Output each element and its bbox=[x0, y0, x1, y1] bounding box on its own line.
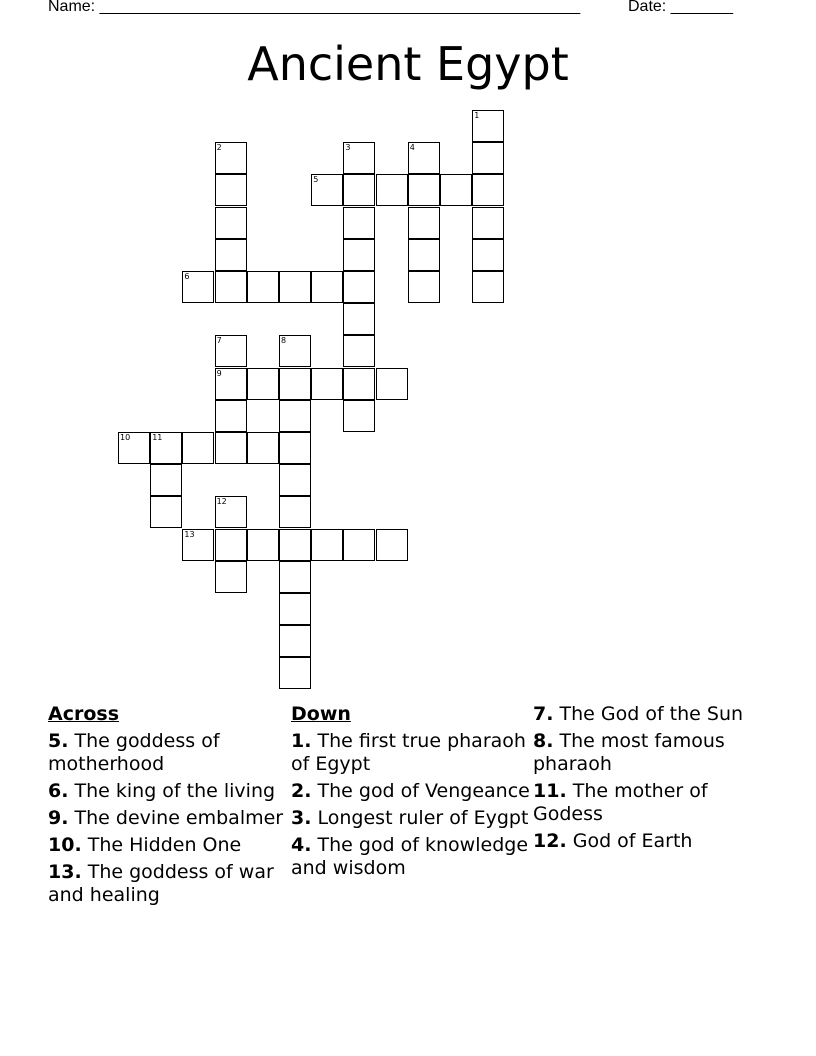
grid-cell[interactable] bbox=[472, 271, 504, 303]
grid-cell[interactable] bbox=[279, 561, 311, 593]
clue-number-label: 6 bbox=[184, 272, 190, 281]
grid-cell[interactable] bbox=[343, 368, 375, 400]
grid-cell[interactable] bbox=[215, 529, 247, 561]
clue-number: 4. bbox=[291, 834, 312, 856]
down-heading: Down bbox=[291, 703, 351, 725]
grid-cell[interactable] bbox=[215, 142, 247, 174]
clue-down-7 bbox=[533, 703, 773, 726]
clue-text: The mother of Godess bbox=[533, 780, 708, 825]
clue-number: 3. bbox=[291, 807, 312, 829]
clue-number-label: 8 bbox=[281, 336, 287, 346]
grid-cell[interactable] bbox=[182, 432, 214, 464]
grid-cell[interactable] bbox=[472, 207, 504, 239]
clue-down-11 bbox=[533, 780, 773, 826]
clue-number: 9. bbox=[48, 807, 69, 829]
grid-cell[interactable] bbox=[311, 271, 343, 303]
clue-number: 7. bbox=[533, 703, 554, 725]
grid-cell[interactable] bbox=[279, 432, 311, 464]
grid-cell[interactable] bbox=[343, 335, 375, 367]
grid-cell[interactable] bbox=[343, 400, 375, 432]
clue-number: 2. bbox=[291, 780, 312, 802]
grid-cell[interactable] bbox=[279, 657, 311, 689]
grid-cell[interactable] bbox=[376, 174, 408, 206]
grid-cell[interactable] bbox=[472, 142, 504, 174]
grid-cell[interactable] bbox=[408, 174, 440, 206]
grid-cell[interactable] bbox=[247, 271, 279, 303]
grid-cell[interactable] bbox=[215, 368, 247, 400]
clue-number: 13. bbox=[48, 861, 82, 883]
grid-cell[interactable] bbox=[215, 174, 247, 206]
grid-cell[interactable] bbox=[408, 207, 440, 239]
clue-text: The goddess of motherhood bbox=[48, 730, 220, 775]
grid-cell[interactable] bbox=[182, 529, 214, 561]
grid-cell[interactable] bbox=[215, 400, 247, 432]
clue-number: 12. bbox=[533, 830, 567, 852]
clue-text: Longest ruler of Eygpt bbox=[317, 807, 529, 829]
grid-cell[interactable] bbox=[215, 561, 247, 593]
grid-cell[interactable] bbox=[215, 271, 247, 303]
grid-cell[interactable] bbox=[343, 303, 375, 335]
down-clues bbox=[291, 703, 531, 884]
clue-text: The devine embalmer bbox=[74, 807, 284, 829]
grid-cell[interactable] bbox=[279, 335, 311, 367]
clue-number-label: 4 bbox=[409, 143, 415, 153]
clue-number-label: 2 bbox=[216, 143, 222, 153]
name-field-label: Name: ______________________________________________________ bbox=[48, 0, 581, 15]
page-title: Ancient Egypt bbox=[247, 37, 569, 91]
grid-cell[interactable] bbox=[118, 432, 150, 464]
clue-text: The first true pharaoh of Egypt bbox=[291, 730, 526, 775]
grid-cell[interactable] bbox=[247, 432, 279, 464]
clue-down-3 bbox=[291, 807, 531, 830]
grid-cell[interactable] bbox=[150, 432, 182, 464]
grid-cell[interactable] bbox=[408, 142, 440, 174]
clue-number: 10. bbox=[48, 834, 82, 856]
grid-cell[interactable] bbox=[215, 432, 247, 464]
clue-number-label: 11 bbox=[152, 433, 163, 442]
clue-across-5 bbox=[48, 730, 288, 776]
clue-down-2 bbox=[291, 780, 531, 803]
grid-cell[interactable] bbox=[247, 368, 279, 400]
clue-across-6 bbox=[48, 780, 288, 803]
clue-down-1 bbox=[291, 730, 531, 776]
clue-text: The king of the living bbox=[74, 780, 276, 802]
clue-number-label: 12 bbox=[216, 497, 227, 507]
grid-cell[interactable] bbox=[279, 271, 311, 303]
grid-cell[interactable] bbox=[376, 368, 408, 400]
grid-cell[interactable] bbox=[343, 207, 375, 239]
clue-down-8 bbox=[533, 730, 773, 776]
clue-number: 1. bbox=[291, 730, 312, 752]
date-field-label: Date: _______ bbox=[628, 0, 733, 15]
grid-cell[interactable] bbox=[311, 368, 343, 400]
grid-cell[interactable] bbox=[279, 593, 311, 625]
grid-cell[interactable] bbox=[311, 174, 343, 206]
grid-cell[interactable] bbox=[182, 271, 214, 303]
clue-number-label: 9 bbox=[216, 368, 222, 378]
clue-number-label: 7 bbox=[216, 336, 222, 346]
clue-number: 8. bbox=[533, 730, 554, 752]
grid-cell[interactable] bbox=[408, 239, 440, 271]
grid-cell[interactable] bbox=[472, 110, 504, 142]
grid-cell[interactable] bbox=[150, 464, 182, 496]
clue-text: The goddess of war and healing bbox=[48, 861, 274, 906]
clue-text: God of Earth bbox=[572, 830, 693, 852]
clue-number-label: 10 bbox=[120, 433, 131, 442]
clue-across-10 bbox=[48, 834, 288, 857]
grid-cell[interactable] bbox=[472, 174, 504, 206]
grid-cell[interactable] bbox=[311, 529, 343, 561]
grid-cell[interactable] bbox=[472, 239, 504, 271]
across-heading: Across bbox=[48, 703, 120, 725]
clue-number-label: 13 bbox=[184, 529, 195, 539]
clue-text: The Hidden One bbox=[87, 834, 242, 856]
grid-cell[interactable] bbox=[215, 335, 247, 367]
clue-number-label: 3 bbox=[345, 143, 351, 153]
clue-number-label: 1 bbox=[474, 111, 480, 120]
grid-cell[interactable] bbox=[279, 400, 311, 432]
grid-cell[interactable] bbox=[279, 625, 311, 657]
grid-cell[interactable] bbox=[279, 368, 311, 400]
clue-down-12 bbox=[533, 830, 773, 853]
clue-number-label: 5 bbox=[313, 175, 319, 185]
grid-cell[interactable] bbox=[150, 496, 182, 528]
grid-cell[interactable] bbox=[279, 464, 311, 496]
grid-cell[interactable] bbox=[247, 529, 279, 561]
clue-text: The god of Vengeance bbox=[317, 780, 530, 802]
grid-cell[interactable] bbox=[343, 271, 375, 303]
clue-across-13 bbox=[48, 861, 288, 907]
down-clues-continued bbox=[533, 703, 773, 857]
grid-cell[interactable] bbox=[343, 529, 375, 561]
clue-text: The most famous pharaoh bbox=[533, 730, 725, 775]
grid-cell[interactable] bbox=[279, 496, 311, 528]
grid-cell[interactable] bbox=[376, 529, 408, 561]
grid-cell[interactable] bbox=[215, 496, 247, 528]
clue-text: The God of the Sun bbox=[559, 703, 744, 725]
clue-down-4 bbox=[291, 834, 531, 880]
grid-cell[interactable] bbox=[440, 174, 472, 206]
grid-cell[interactable] bbox=[215, 239, 247, 271]
clue-across-9 bbox=[48, 807, 288, 830]
grid-cell[interactable] bbox=[215, 207, 247, 239]
grid-cell[interactable] bbox=[279, 529, 311, 561]
grid-cell[interactable] bbox=[343, 174, 375, 206]
grid-cell[interactable] bbox=[343, 142, 375, 174]
grid-cell[interactable] bbox=[343, 239, 375, 271]
across-clues bbox=[48, 703, 288, 911]
clue-number: 5. bbox=[48, 730, 69, 752]
clue-number: 11. bbox=[533, 780, 567, 802]
grid-cell[interactable] bbox=[408, 271, 440, 303]
clue-text: The god of knowledge and wisdom bbox=[291, 834, 529, 879]
clue-number: 6. bbox=[48, 780, 69, 802]
